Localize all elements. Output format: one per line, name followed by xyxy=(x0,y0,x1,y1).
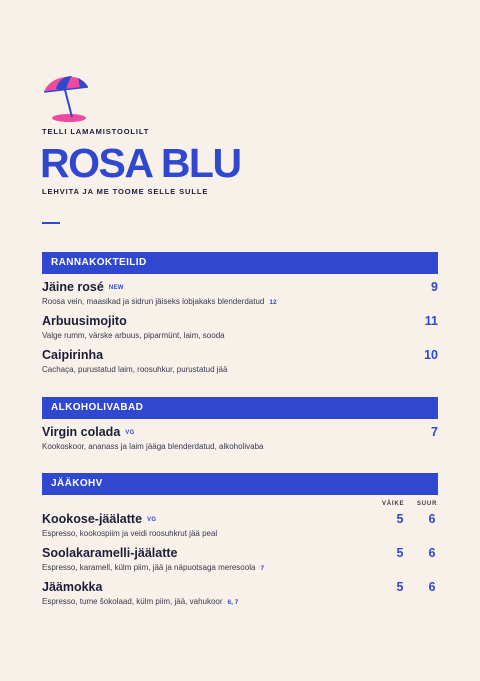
item-tag: VG xyxy=(125,430,135,436)
item-price-large: 6 xyxy=(428,546,436,560)
item-name: Kookose-jäälatte xyxy=(42,512,143,526)
section-header-iced-coffee xyxy=(42,473,438,495)
item-desc-wrap xyxy=(42,597,238,606)
item-name: Arbuusimojito xyxy=(42,314,127,328)
item-price-small: 5 xyxy=(396,546,404,560)
item-price-large: 6 xyxy=(428,580,436,594)
section-title: ALKOHOLIVABAD xyxy=(51,402,144,413)
accent-divider xyxy=(42,222,60,224)
item-tag: NEW xyxy=(108,285,124,291)
allergen-note: 12 xyxy=(269,299,277,306)
menu-item[interactable] xyxy=(42,348,438,380)
menu-item[interactable] xyxy=(42,546,438,578)
size-header-large: SUUR xyxy=(417,501,438,507)
item-description: Espresso, karamell, külm piim, jää ja näpuotsaga meresoola xyxy=(42,563,256,572)
item-desc-wrap xyxy=(42,297,277,306)
item-price-small: 5 xyxy=(396,580,404,594)
section-title: JÄÄKOHV xyxy=(51,478,103,489)
allergen-note: 6, 7 xyxy=(227,599,239,606)
item-description: Cachaça, purustatud laim, roosuhkur, purustatud jää xyxy=(42,365,228,374)
section-header-non-alcoholic xyxy=(42,397,438,419)
menu-item[interactable] xyxy=(42,425,438,457)
item-name-wrap xyxy=(42,425,135,439)
item-description: Roosa vein, maasikad ja sidrun jäiseks lobjakaks blenderdatud xyxy=(42,297,265,306)
item-name: Jäämokka xyxy=(42,580,103,594)
beach-umbrella-icon xyxy=(42,72,92,124)
item-name: Caipirinha xyxy=(42,348,104,362)
menu-item[interactable] xyxy=(42,580,438,612)
item-name: Soolakaramelli-jäälatte xyxy=(42,546,178,560)
item-tag: VG xyxy=(147,517,157,523)
item-desc-wrap xyxy=(42,563,264,572)
section-header-cocktails xyxy=(42,252,438,274)
item-name-wrap xyxy=(42,512,156,526)
item-price-large: 6 xyxy=(428,512,436,526)
item-price-small: 5 xyxy=(396,512,404,526)
item-description: Espresso, kookospiim ja veidi roosuhkrut jää peal xyxy=(42,529,218,538)
item-description: Espresso, tume šokolaad, külm piim, jää, vahukoor xyxy=(42,597,223,606)
menu-item[interactable] xyxy=(42,512,438,544)
allergen-note: 7 xyxy=(260,565,265,572)
section-title: RANNAKOKTEILID xyxy=(51,257,147,268)
menu-item[interactable] xyxy=(42,280,438,312)
menu-item[interactable] xyxy=(42,314,438,346)
item-description: Kookoskoor, ananass ja laim jääga blenderdatud, alkoholivaba xyxy=(42,442,264,451)
item-price: 10 xyxy=(424,348,438,362)
item-name: Virgin colada xyxy=(42,425,121,439)
item-price: 9 xyxy=(431,280,438,294)
item-name: Jäine rosé xyxy=(42,280,104,294)
item-price: 11 xyxy=(424,314,438,328)
subtitle-text: LEHVITA JA ME TOOME SELLE SULLE xyxy=(42,187,209,196)
item-description: Valge rumm, värske arbuus, piparmünt, laim, sooda xyxy=(42,331,225,340)
item-price: 7 xyxy=(431,425,438,439)
kicker-text: TELLI LAMAMISTOOLILT xyxy=(42,127,150,136)
page-title: ROSA BLU xyxy=(40,140,241,186)
size-header-small: VÄIKE xyxy=(382,501,405,507)
item-name-wrap xyxy=(42,280,124,294)
